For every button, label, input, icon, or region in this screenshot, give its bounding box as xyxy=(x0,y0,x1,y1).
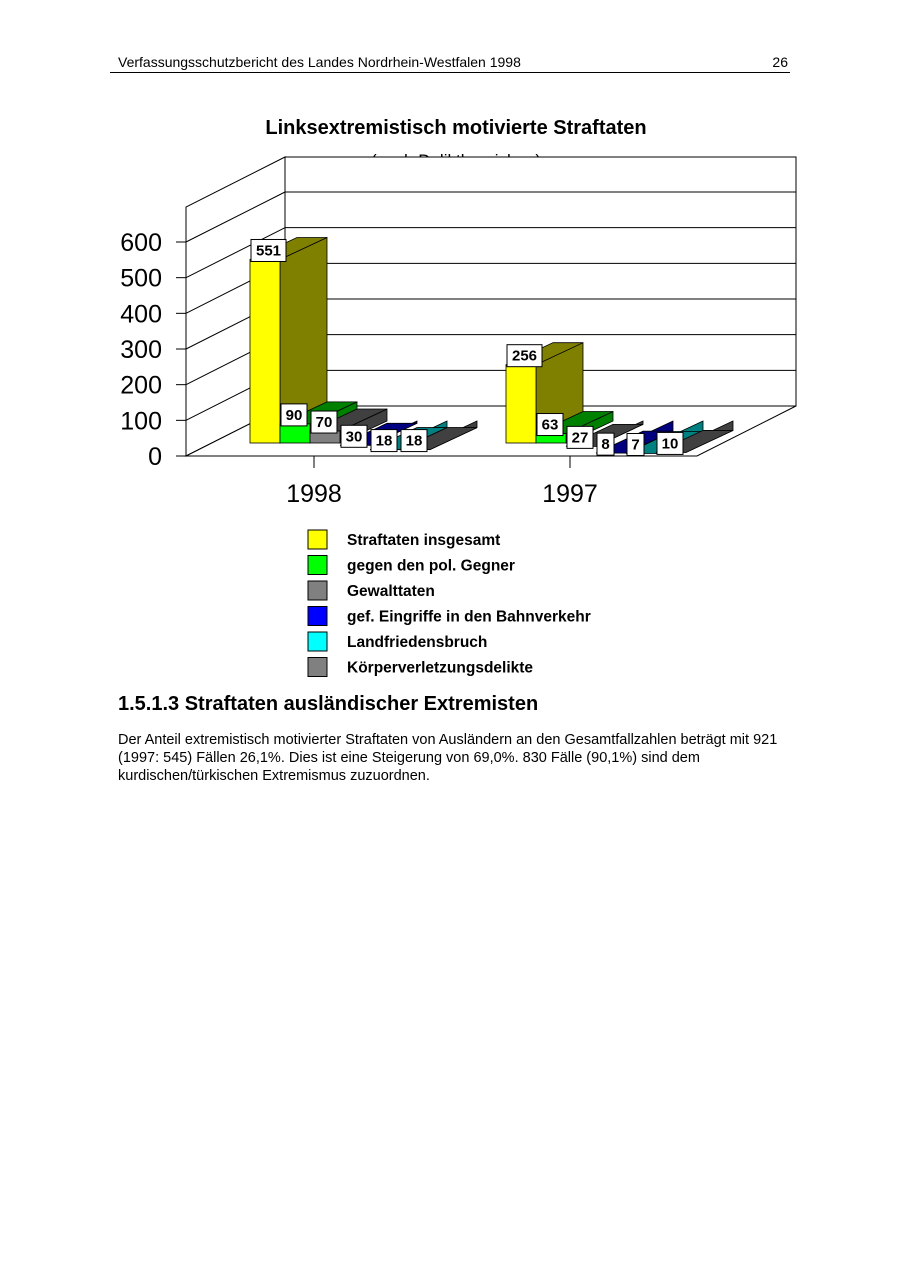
page-number: 26 xyxy=(772,54,788,70)
section-heading: 1.5.1.3 Straftaten ausländischer Extremisten xyxy=(118,693,539,715)
bar-front xyxy=(250,259,280,443)
legend-label: Körperverletzungsdelikte xyxy=(347,659,534,677)
y-tick-label: 0 xyxy=(148,443,162,471)
y-tick-label: 100 xyxy=(120,407,162,436)
data-label: 8 xyxy=(601,436,610,454)
legend-swatch xyxy=(308,530,327,549)
legend-label: gef. Eingriffe in den Bahnverkehr xyxy=(347,608,591,626)
x-axis xyxy=(286,456,598,508)
x-tick-label: 1997 xyxy=(542,480,598,508)
data-label: 18 xyxy=(375,432,393,450)
y-tick-label: 600 xyxy=(120,229,162,257)
data-label: 7 xyxy=(631,436,640,454)
page-header xyxy=(110,52,790,73)
legend-swatch xyxy=(308,607,327,626)
legend-label: Straftaten insgesamt xyxy=(347,532,501,549)
y-axis xyxy=(120,229,186,471)
data-label: 30 xyxy=(345,428,363,446)
legend-swatch xyxy=(308,556,327,575)
data-label: 10 xyxy=(661,435,679,453)
y-tick-label: 300 xyxy=(120,336,162,364)
y-tick-label: 400 xyxy=(120,300,162,329)
header-title: Verfassungsschutzbericht des Landes Nordrhein-Westfalen 1998 xyxy=(118,54,521,70)
section-paragraph: Der Anteil extremistisch motivierter Straftaten von Ausländern an den Gesamtfallzahlen beträgt mit 921 (1997: 545) Fällen 26,1%. Dies ist eine Steigerung von 69,0%. 830 Fälle (90,1%) sind dem kurdischen/türkischen Extremismus zuzuordnen. xyxy=(118,732,778,784)
legend-swatch xyxy=(308,581,327,600)
data-label: 27 xyxy=(571,429,589,447)
legend-label: Landfriedensbruch xyxy=(347,634,488,651)
legend-label: Gewalttaten xyxy=(347,583,435,600)
data-label: 18 xyxy=(405,432,423,450)
legend-label: gegen den pol. Gegner xyxy=(347,557,515,575)
chart-legend xyxy=(308,530,591,677)
bar-front xyxy=(280,424,310,443)
data-label: 63 xyxy=(541,416,559,434)
bar-front xyxy=(506,365,536,443)
legend-swatch xyxy=(308,632,327,651)
data-label: 256 xyxy=(511,347,538,365)
chart-title: Linksextremistisch motivierte Straftaten xyxy=(265,117,647,139)
x-tick-label: 1998 xyxy=(286,480,342,508)
legend-swatch xyxy=(308,658,327,677)
y-tick-label: 200 xyxy=(120,371,162,400)
data-label: 90 xyxy=(285,406,303,424)
data-label: 70 xyxy=(315,414,333,432)
data-label: 551 xyxy=(255,242,282,260)
bar-chart xyxy=(0,100,900,690)
y-tick-label: 500 xyxy=(120,264,162,293)
